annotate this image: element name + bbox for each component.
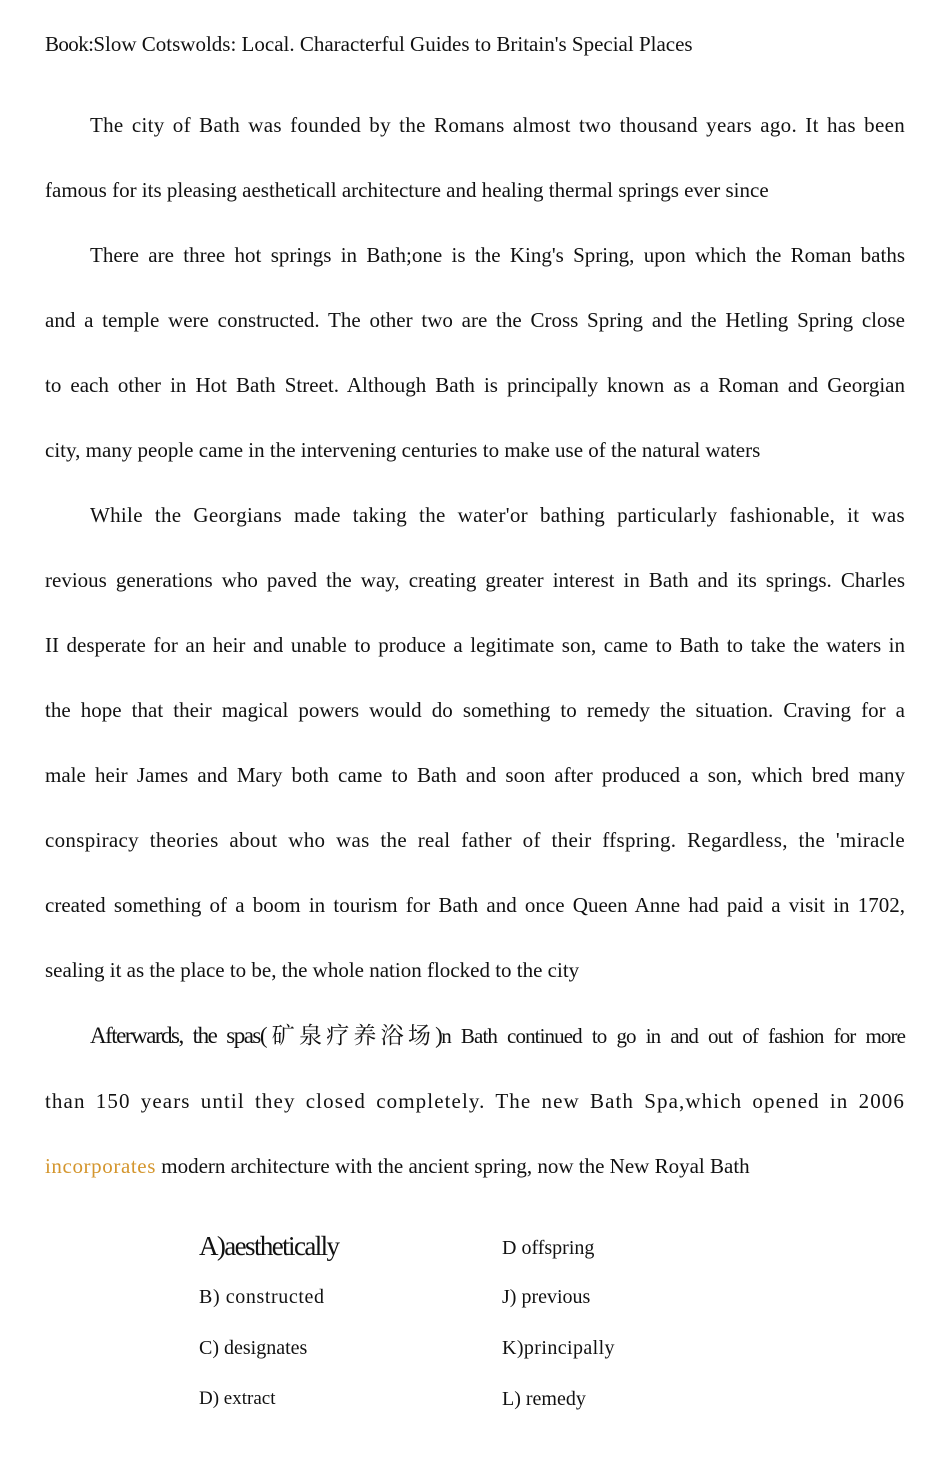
paragraph-line: conspiracy theories about who was the real father of their ffspring. Regardless, the 'miracle [45,828,905,852]
paragraph-line: the hope that their magical powers would do something to remedy the situation. Craving for a [45,698,905,722]
document-page [45,28,905,1199]
paragraph-1 [45,93,905,223]
options-row [199,1379,759,1430]
paragraph-line [45,1003,905,1069]
options-row [199,1328,759,1379]
paragraph-line: male heir James and Mary both came to Bath and soon after produced a son, which bred many [45,763,905,787]
option-d-offspring: D offspring [502,1237,595,1259]
paragraph-line: There are three hot springs in Bath;one is the King's Spring, upon which the Roman baths [90,243,905,267]
paragraph-line: created something of a boom in tourism for Bath and once Queen Anne had paid a visit in 1702, [45,893,905,917]
paragraph-line: and a temple were constructed. The other two are the Cross Spring and the Hetling Spring close [45,308,905,332]
option-a: A)aesthetically [199,1231,339,1261]
word-options [199,1226,759,1430]
option-j: J) previous [502,1286,591,1308]
paragraph-line: sealing it as the place to be, the whole nation flocked to the city [45,958,580,982]
paragraph-line-rest: modern architecture with the ancient spring, now the New Royal Bath [156,1154,750,1178]
option-c: C) designates [199,1337,308,1359]
paragraph-line-rest: n Bath continued to go in and out of fashion for more [441,1024,906,1048]
paragraph-line [45,1134,905,1199]
paragraph-3 [45,483,905,1003]
paragraph-4 [45,1003,905,1199]
option-b: B) constructed [199,1286,325,1308]
book-label: Book: [45,32,94,56]
paragraph-line: revious generations who paved the way, creating greater interest in Bath and its springs. Charles [45,568,905,592]
paragraph-2 [45,223,905,483]
book-title: Slow Cotswolds: Local. Characterful Guides to Britain's Special Places [93,32,693,56]
paragraph-line: than 150 years until they closed completely. The new Bath Spa,which opened in 2006 [45,1089,905,1113]
paragraph-line: While the Georgians made taking the water'or bathing particularly fashionable, it was [90,503,905,527]
paragraph-line: city, many people came in the intervening centuries to make use of the natural waters [45,438,761,462]
option-l: L) remedy [502,1388,586,1410]
options-row [199,1277,759,1328]
spas-phrase: Afterwards, the spas(矿泉疗养浴场) [90,1023,442,1048]
paragraph-line: to each other in Hot Bath Street. Although Bath is principally known as a Roman and Georgian [45,373,905,397]
paragraph-line: The city of Bath was founded by the Romans almost two thousand years ago. It has been [90,113,905,137]
option-k: K)principally [502,1337,615,1359]
paragraph-line: II desperate for an heir and unable to produce a legitimate son, came to Bath to take the waters in [45,633,905,657]
options-row [199,1226,759,1277]
option-d: D) extract [199,1388,276,1409]
highlighted-word: incorporates [45,1154,156,1178]
paragraph-line: famous for its pleasing aestheticall architecture and healing thermal springs ever since [45,178,769,202]
book-source-line [45,28,905,60]
